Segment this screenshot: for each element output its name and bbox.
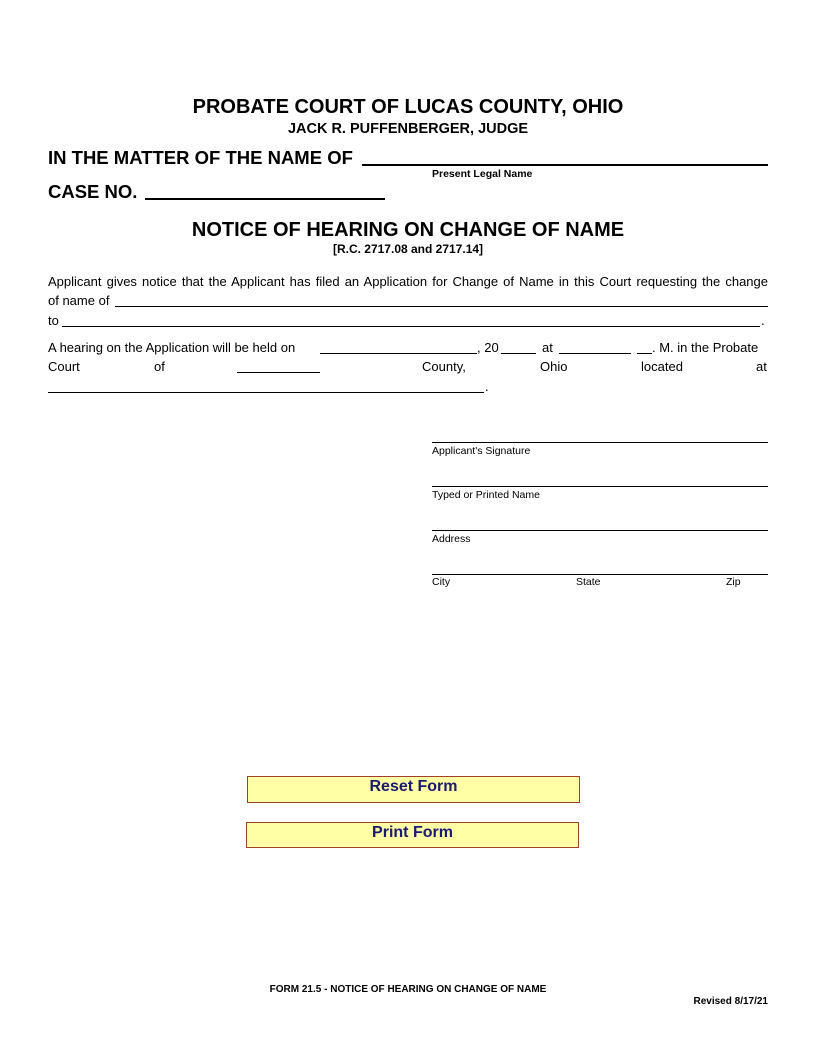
- year-prefix: , 20: [477, 340, 499, 355]
- hearing-date-field[interactable]: [320, 353, 477, 354]
- notice-title: NOTICE OF HEARING ON CHANGE OF NAME: [191, 219, 625, 241]
- location-field[interactable]: [48, 392, 484, 393]
- of-word: of: [154, 359, 165, 374]
- applicant-signature-field[interactable]: [432, 442, 768, 443]
- of-name-of-label: of name of: [48, 293, 110, 308]
- period: .: [485, 379, 489, 394]
- at-word: at: [756, 359, 767, 374]
- located-word: located: [641, 359, 683, 374]
- address-field[interactable]: [432, 530, 768, 531]
- court-title: PROBATE COURT OF LUCAS COUNTY, OHIO: [192, 96, 624, 118]
- m-probate-text: . M. in the Probate: [652, 340, 759, 355]
- reset-form-button[interactable]: Reset Form: [247, 776, 580, 803]
- matter-label: IN THE MATTER OF THE NAME OF: [48, 147, 353, 168]
- court-word: Court: [48, 359, 80, 374]
- revised-date: Revised 8/17/21: [693, 996, 768, 1007]
- address-label: Address: [432, 533, 471, 545]
- present-legal-name-label: Present Legal Name: [432, 168, 533, 180]
- county-word: County,: [422, 359, 466, 374]
- case-no-field[interactable]: [145, 198, 385, 200]
- present-legal-name-field[interactable]: [362, 164, 768, 166]
- print-form-button[interactable]: Print Form: [246, 822, 579, 848]
- applicant-signature-label: Applicant's Signature: [432, 445, 531, 457]
- city-label: City: [432, 576, 451, 588]
- period: .: [761, 313, 765, 328]
- notice-paragraph-line1: Applicant gives notice that the Applicant has filed an Application for Change of Name in this Court requesting the change: [48, 274, 768, 289]
- zip-label: Zip: [726, 576, 741, 588]
- case-no-label: CASE NO.: [48, 181, 138, 202]
- am-pm-field[interactable]: [637, 353, 652, 354]
- typed-name-field[interactable]: [432, 486, 768, 487]
- county-field[interactable]: [237, 372, 320, 373]
- new-name-field[interactable]: [62, 326, 760, 327]
- at-label: at: [542, 340, 553, 355]
- hearing-time-field[interactable]: [559, 353, 631, 354]
- state-label: State: [576, 576, 601, 588]
- hearing-text: A hearing on the Application will be held on: [48, 340, 296, 355]
- to-label: to: [48, 313, 59, 328]
- current-name-field[interactable]: [115, 306, 768, 307]
- judge-name: JACK R. PUFFENBERGER, JUDGE: [287, 121, 529, 137]
- form-footer: FORM 21.5 - NOTICE OF HEARING ON CHANGE OF NAME: [269, 984, 547, 995]
- ohio-word: Ohio: [540, 359, 568, 374]
- statute-reference: [R.C. 2717.08 and 2717.14]: [332, 242, 484, 256]
- typed-name-label: Typed or Printed Name: [432, 489, 540, 501]
- city-state-zip-field[interactable]: [432, 574, 768, 575]
- hearing-year-field[interactable]: [501, 353, 536, 354]
